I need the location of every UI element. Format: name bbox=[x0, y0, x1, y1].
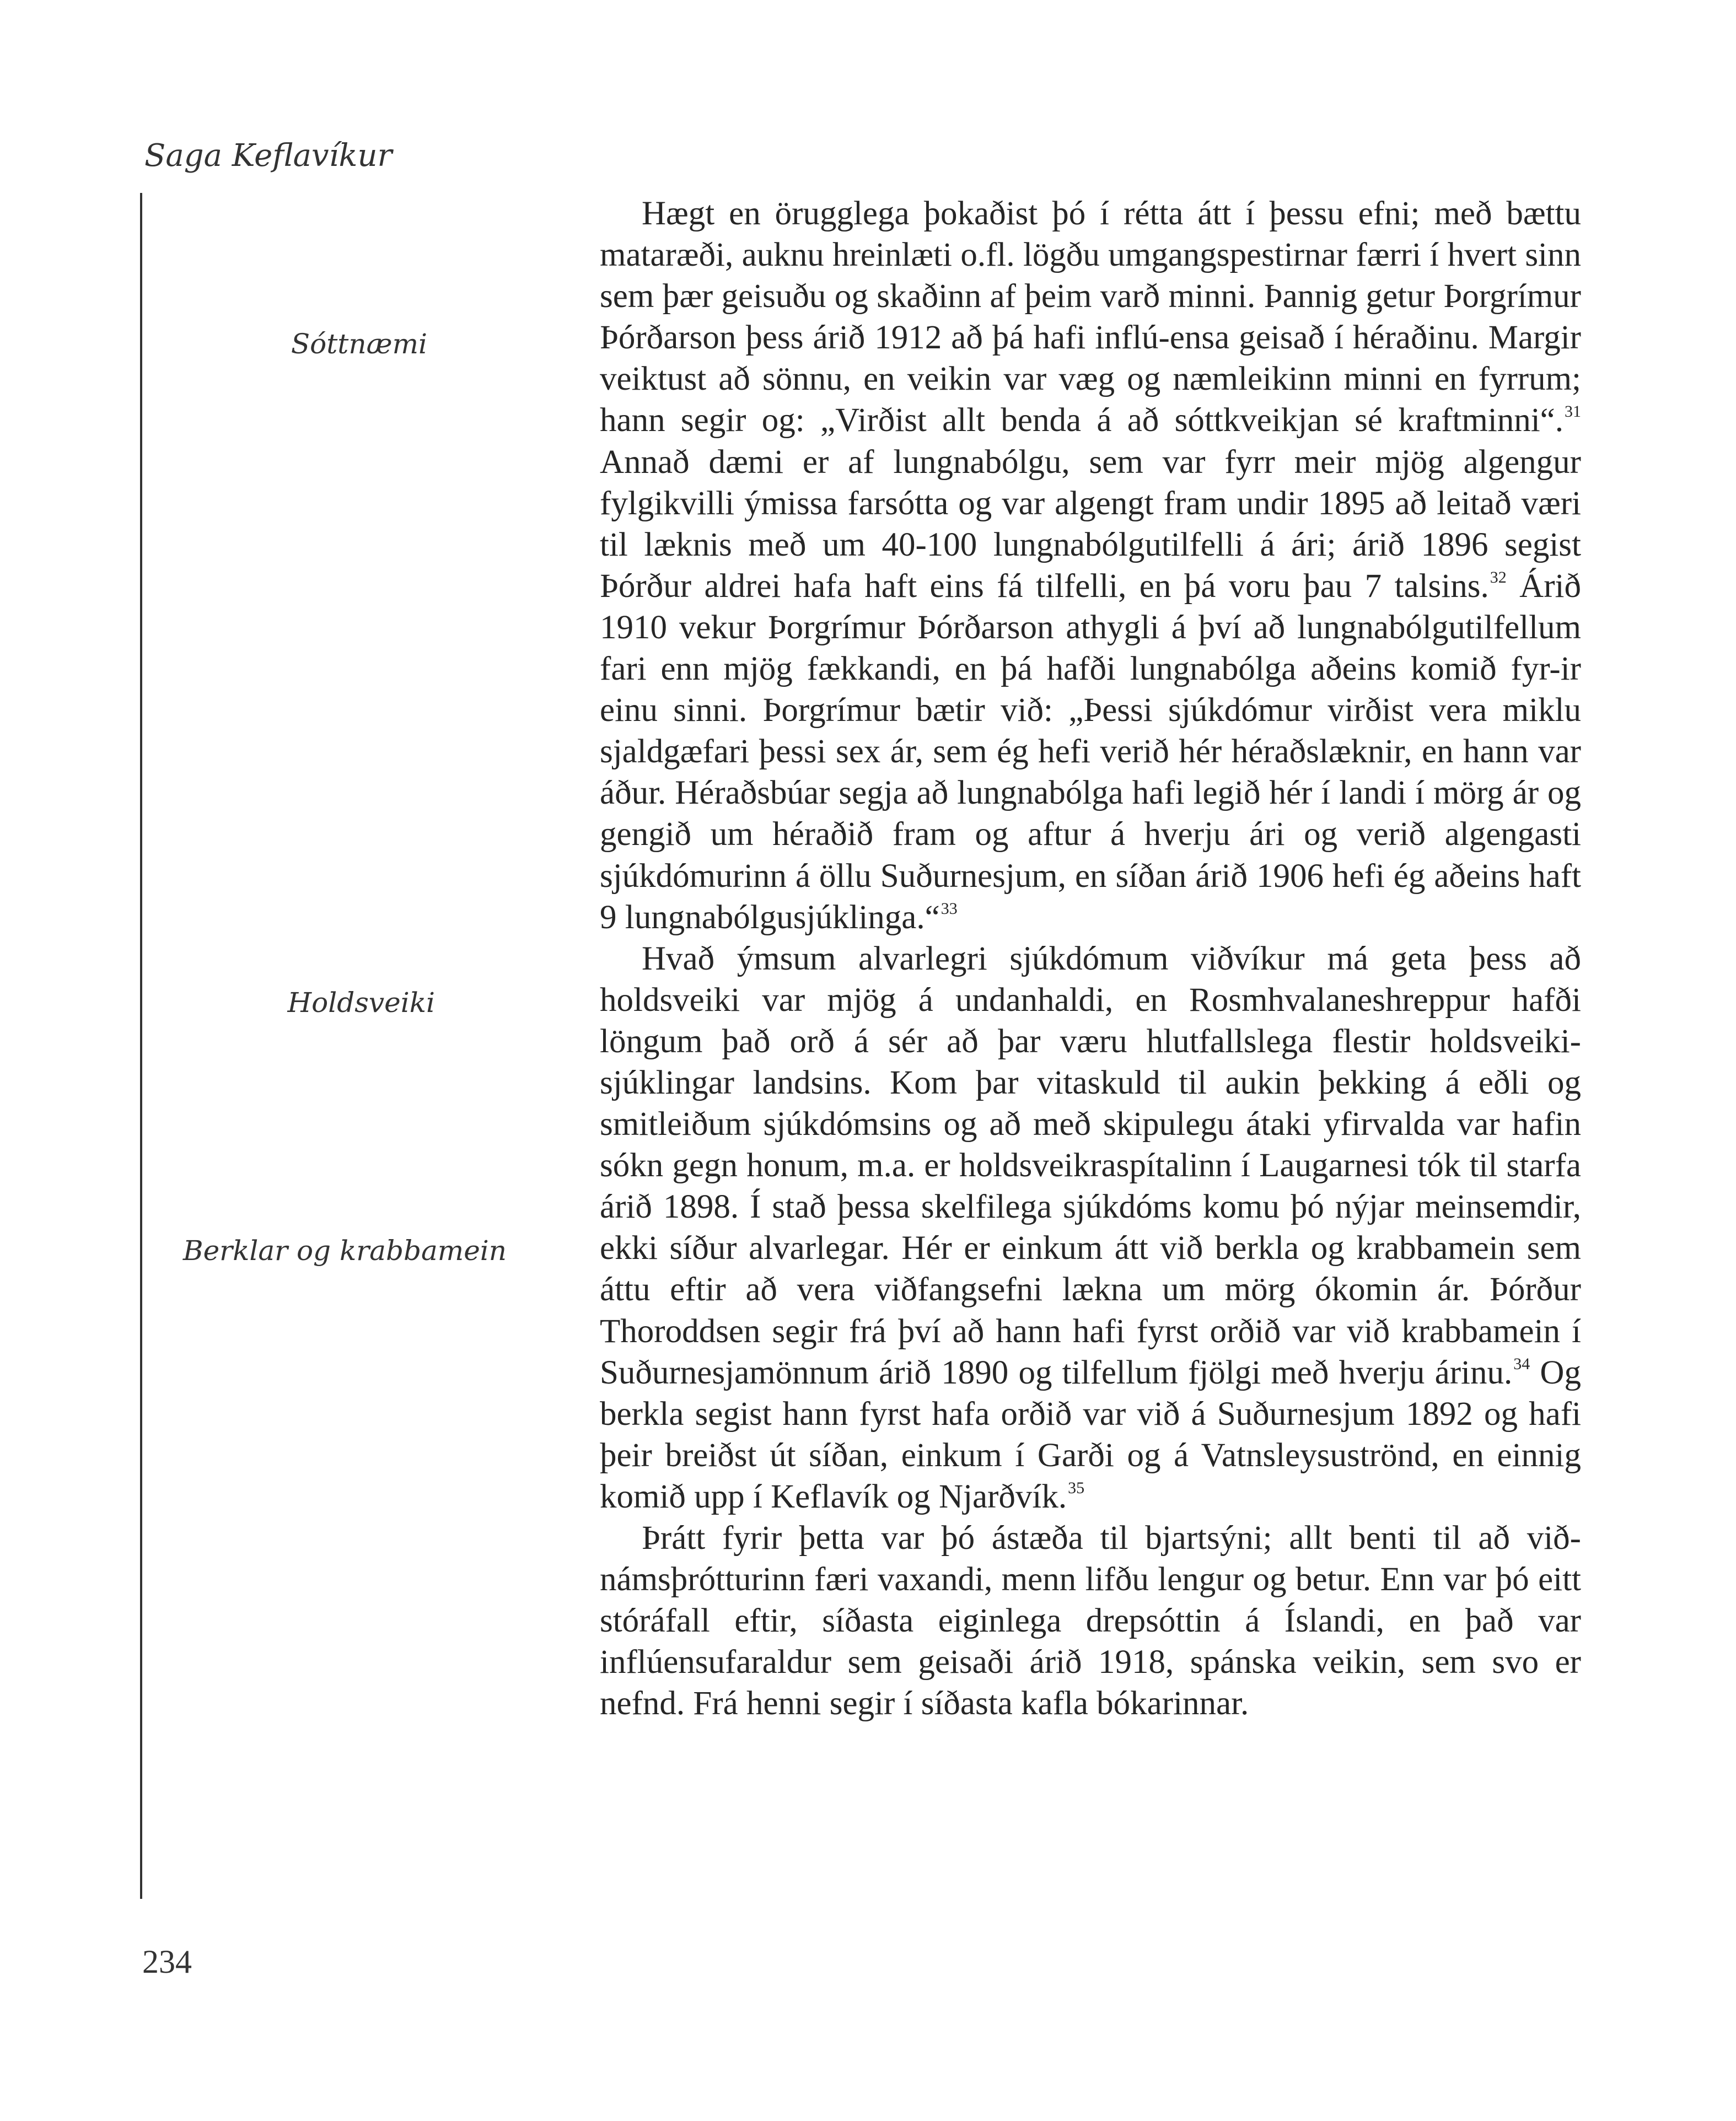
page-number: 234 bbox=[142, 1944, 192, 1980]
text-run: Og berkla segist hann fyrst hafa orðið var við á Suðurnesjum 1892 og hafi þeir breiðst út síðan, einkum í Garði og á Vatnsleysuströnd, en einnig komið upp í Keflavík og Njarðvík. bbox=[600, 1354, 1581, 1515]
body-text bbox=[600, 193, 1581, 1724]
paragraph bbox=[600, 193, 1581, 938]
running-head: Saga Keflavíkur bbox=[144, 138, 393, 174]
margin-rule bbox=[140, 193, 142, 1899]
paragraph bbox=[600, 1517, 1581, 1724]
margin-note-holdsveiki: Holdsveiki bbox=[287, 987, 435, 1019]
margin-note-sottnaemi: Sóttnæmi bbox=[291, 328, 427, 360]
text-run: Annað dæmi er af lungnabólgu, sem var fyrr meir mjög algengur fylgikvilli ýmissa farsótta og var algengt fram undir 1895 að leitað væri til læknis með um 40-100 lungnabólgutilfelli á ári; árið 1896 segist Þórður aldrei hafa haft eins fá tilfelli, en þá voru þau 7 talsins. bbox=[600, 443, 1581, 605]
text-run: Hægt en örugglega þokaðist þó í rétta átt í þessu efni; með bættu mataræði, auknu hreinlæti o.fl. lögðu umgangspestirnar færri í hvert sinn sem þær geisuðu og skaðinn af þeim varð minni. Þannig getur Þorgrímur Þórðarson þess árið 1912 að þá hafi inflú-ensa geisað í héraðinu. Margir veiktust að sönnu, en veikin var væg og næmleikinn minni en fyrrum; hann segir og: „Virðist allt benda á að sóttkveikjan sé kraftminni“. bbox=[600, 195, 1581, 439]
footnote-ref[interactable]: 34 bbox=[1513, 1354, 1530, 1373]
footnote-ref[interactable]: 31 bbox=[1565, 402, 1581, 421]
text-run: Árið 1910 vekur Þorgrímur Þórðarson athygli á því að lungnabólgutilfellum fari enn mjög fækkandi, en þá hafði lungnabólga aðeins komið fyr-ir einu sinni. Þorgrímur bætir við: „Þessi sjúkdómur virðist vera miklu sjaldgæfari þessi sex ár, sem ég hefi verið hér héraðslæknir, en hann var áður. Héraðsbúar segja að lungnabólga hafi legið hér í landi í mörg ár og gengið um héraðið fram og aftur á hverju ári og verið algengasti sjúkdómurinn á öllu Suðurnesjum, en síðan árið 1906 hefi ég aðeins haft 9 lungnabólgusjúklinga.“ bbox=[600, 567, 1581, 936]
margin-note-berklar: Berklar og krabbamein bbox=[182, 1235, 507, 1267]
footnote-ref[interactable]: 33 bbox=[940, 899, 958, 918]
footnote-ref[interactable]: 32 bbox=[1490, 568, 1507, 586]
paragraph bbox=[600, 938, 1581, 1517]
footnote-ref[interactable]: 35 bbox=[1068, 1478, 1085, 1497]
text-run: Þrátt fyrir þetta var þó ástæða til bjartsýni; allt benti til að við-námsþrótturinn færi vaxandi, menn lifðu lengur og betur. Enn var þó eitt stóráfall eftir, síðasta eiginlega drepsóttin á Íslandi, en það var inflúensufaraldur sem geisaði árið 1918, spánska veikin, sem svo er nefnd. Frá henni segir í síðasta kafla bókarinnar. bbox=[600, 1520, 1581, 1722]
text-run: Hvað ýmsum alvarlegri sjúkdómum viðvíkur má geta þess að holdsveiki var mjög á undanhaldi, en Rosmhvalaneshreppur hafði löngum það orð á sér að þar væru hlutfallslega flestir holdsveiki-sjúklingar landsins. Kom þar vitaskuld til aukin þekking á eðli og smitleiðum sjúkdómsins og að með skipulegu átaki yfirvalda var hafin sókn gegn honum, m.a. er holdsveikraspítalinn í Laugarnesi tók til starfa árið 1898. Í stað þessa skelfilega sjúkdóms komu þó nýjar meinsemdir, ekki síður alvarlegar. Hér er einkum átt við berkla og krabbamein sem áttu eftir að vera viðfangsefni lækna um mörg ókomin ár. Þórður Thoroddsen segir frá því að hann hafi fyrst orðið var við krabbamein í Suðurnesjamönnum árið 1890 og tilfellum fjölgi með hverju árinu. bbox=[600, 940, 1581, 1391]
